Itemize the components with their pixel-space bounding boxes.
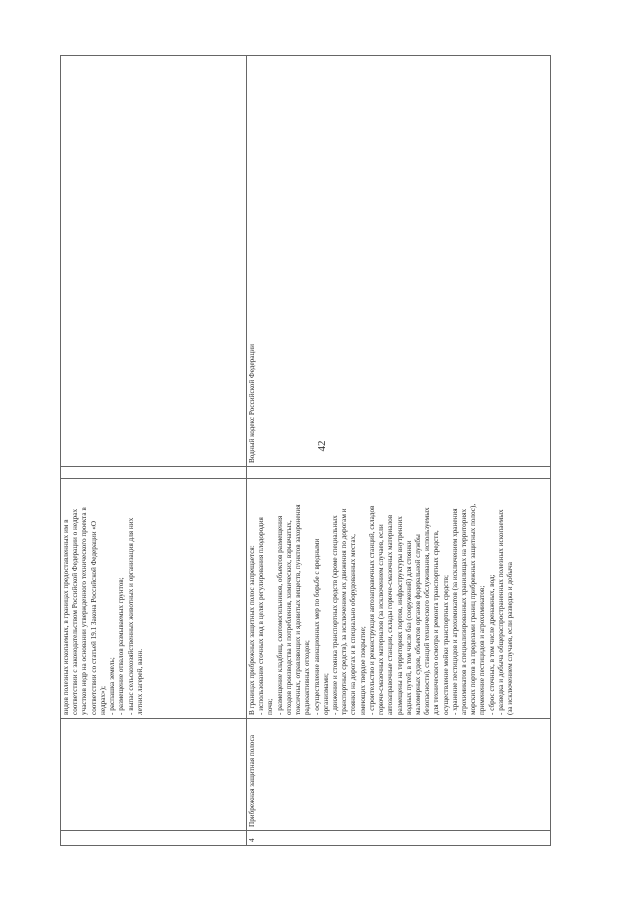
text-line: - разведка и добыча общераспространенных полезных ископаемых [496, 509, 505, 715]
cell-legal-source: Водный кодекс Российской Федерации [247, 56, 551, 467]
cell-spacer [247, 467, 551, 479]
cell-restrictions [247, 479, 551, 719]
text-line: агрохимикатов в специализированных хранилищах на территориях [460, 508, 469, 715]
restrictions-table [60, 55, 551, 846]
text-line: почв; [266, 698, 275, 715]
cell-number-empty [61, 831, 247, 846]
table-row [61, 56, 247, 846]
text-line: автозаправочные станции, склады горюче-смазочных материалов [386, 514, 395, 715]
text-line: размещены на территориях портов, инфраструктуры внутренних [395, 516, 404, 715]
text-line: недрах»); [98, 686, 107, 715]
text-line: осуществление мойки транспортных средств; [441, 574, 450, 715]
text-line: безопасности), станций технического обслуживания, используемых [423, 507, 432, 715]
text-line: - выпас сельскохозяйственных животных и организация для них [126, 517, 135, 715]
page-number: 42 [316, 440, 328, 452]
text-line: видов полезных ископаемых, в границах предоставленных им в [62, 519, 70, 715]
text-line: радиоактивных отходов; [303, 640, 312, 715]
table-wrap [60, 56, 550, 846]
text-line: - сброс сточных, в том числе дренажных, вод; [487, 574, 496, 715]
text-line: - осуществление авиационных мер по борьбе с вредными [312, 538, 321, 715]
text-line: летних лагерей, ванн. [135, 648, 144, 715]
text-line: участков недр на основании утвержденного технического проекта в [80, 507, 89, 715]
text-line: горюче-смазочных материалов (за исключением случаев, если [377, 524, 386, 715]
cell-source-empty [61, 56, 247, 467]
text-line: - строительство и реконструкция автозаправочных станций, складов [367, 505, 376, 715]
text-line: токсичных, отравляющих и ядовитых веществ, пунктов захоронения [294, 504, 303, 715]
table-row [247, 56, 551, 846]
text-line: - распашка земель; [108, 657, 117, 715]
text-line: маломерных судов, объектов органов федеральной службы [413, 534, 422, 715]
text-line: соответствии со статьей 19.1 Закона Российской Федерации «О [89, 520, 98, 715]
text-line: организмами; [321, 673, 330, 715]
text-line: - движение и стоянка транспортных средств (кроме специальных [330, 515, 339, 715]
rotated-table-area [60, 56, 550, 846]
text-line: - хранение пестицидов и агрохимикатов (за исключением хранения [450, 508, 459, 715]
text-line: - использование сточных вод в целях регулирования плодородия [257, 517, 266, 715]
text-line: морских портов за пределами границ прибрежных защитных полос), [469, 503, 478, 715]
text-line: (за исключением случаев, если разведка и добыча [506, 562, 515, 715]
text-line: В границах прибрежных защитных полос запрещается: [248, 545, 256, 715]
text-line: для технического осмотра и ремонта транспортных средств, [432, 530, 441, 715]
text-line: отходов производства и потребления, химических, взрывчатых, [284, 520, 293, 715]
text-line: применение пестицидов и агрохимикатов; [478, 585, 487, 715]
text-line: водных путей, в том числе баз (сооружений) для стоянки [404, 540, 413, 715]
cell-zone-name: Прибрежная защитная полоса [247, 719, 551, 831]
text-line: соответствии с законодательством Российской Федерации о недрах [71, 508, 80, 715]
text-line: транспортных средств), за исключением их движения по дорогам и [340, 508, 349, 715]
cell-name-empty [61, 719, 247, 831]
text-line: стоянки на дорогах и в специально оборудованных местах, [349, 534, 358, 715]
text-line: имеющих твердое покрытие; [358, 626, 367, 715]
text-line: - размещение отвалов размываемых грунтов; [117, 577, 126, 715]
text-line: - размещение кладбищ, скотомогильников, объектов размещения [275, 515, 284, 715]
cell-spacer [61, 467, 247, 479]
cell-number: 4 [247, 831, 551, 846]
cell-restrictions-continued [61, 479, 247, 719]
